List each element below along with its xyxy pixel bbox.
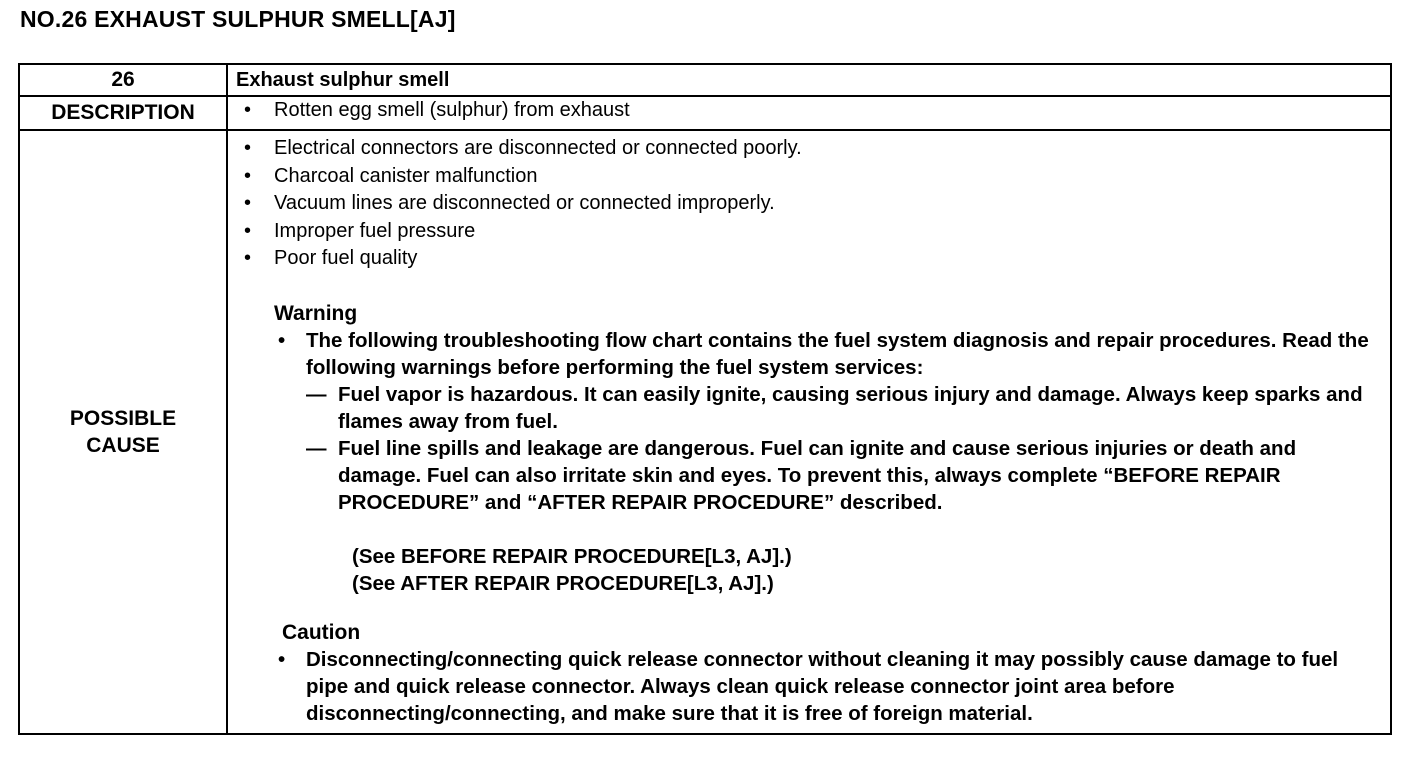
item-title: Exhaust sulphur smell — [227, 64, 1391, 96]
description-content — [227, 96, 1391, 130]
see-before-repair-link[interactable]: (See BEFORE REPAIR PROCEDURE[L3, AJ].) — [352, 544, 792, 568]
possible-cause-row — [19, 130, 1391, 734]
list-item — [228, 135, 1390, 163]
see-references — [228, 543, 1390, 597]
list-item — [228, 218, 1390, 246]
list-item — [228, 163, 1390, 191]
warning-bullet — [228, 327, 1390, 381]
dash-icon: — — [306, 382, 327, 406]
possible-cause-label-line1: POSSIBLE — [69, 406, 177, 430]
bullet-icon: • — [244, 219, 252, 242]
list-item — [228, 190, 1390, 218]
dash-icon: — — [306, 436, 327, 460]
table-header-row — [19, 64, 1391, 96]
warning-dash-text: Fuel line spills and leakage are dangerous. Fuel can ignite and cause serious injuries or death and damage. Fuel can also irritate skin and eyes. To prevent this, always complete “BEFORE REPAIR PROCEDURE” and “AFTER REPAIR PROCEDURE” described. — [338, 436, 1297, 514]
warning-dash-text: Fuel vapor is hazardous. It can easily ignite, causing serious injury and damage. Always keep sparks and flames away from fuel. — [338, 382, 1363, 433]
item-number: 26 — [19, 64, 227, 96]
troubleshooting-table — [18, 63, 1392, 735]
bullet-icon: • — [278, 647, 286, 671]
warning-dash-item — [228, 381, 1390, 435]
cause-list — [228, 135, 1390, 273]
description-label: DESCRIPTION — [19, 96, 227, 130]
bullet-icon: • — [244, 192, 252, 214]
page-title: NO.26 EXHAUST SULPHUR SMELL[AJ] — [20, 6, 456, 32]
warning-dash-item — [228, 435, 1390, 516]
bullet-icon: • — [244, 247, 252, 269]
caution-bullet-text: Disconnecting/connecting quick release connector without cleaning it may possibly cause damage to fuel pipe and quick release connector. Always clean quick release connector joint area before disconnecting/connecting, and make sure that it is free of foreign material. — [306, 647, 1339, 725]
caution-bullet — [228, 646, 1390, 727]
list-item — [228, 245, 1390, 273]
see-after-repair-link[interactable]: (See AFTER REPAIR PROCEDURE[L3, AJ].) — [352, 571, 774, 595]
possible-cause-content — [227, 130, 1391, 734]
warning-bullet-text: The following troubleshooting flow chart contains the fuel system diagnosis and repair procedures. Read the following warnings before performing the fuel system services: — [306, 328, 1369, 379]
description-row — [19, 96, 1391, 130]
list-item — [228, 97, 1390, 125]
bullet-icon: • — [244, 99, 252, 121]
list-item-text: Vacuum lines are disconnected or connected improperly. — [274, 192, 775, 214]
description-list — [228, 97, 1390, 125]
list-item-text: Poor fuel quality — [274, 247, 418, 269]
bullet-icon: • — [278, 328, 286, 352]
bullet-icon: • — [244, 137, 252, 159]
list-item-text: Charcoal canister malfunction — [274, 164, 538, 187]
warning-heading: Warning — [274, 301, 358, 325]
bullet-icon: • — [244, 164, 252, 187]
possible-cause-label-line2: CAUSE — [86, 433, 160, 457]
list-item-text: Improper fuel pressure — [274, 219, 476, 242]
possible-cause-label — [19, 130, 227, 734]
caution-heading: Caution — [282, 620, 361, 644]
list-item-text: Rotten egg smell (sulphur) from exhaust — [274, 99, 630, 121]
list-item-text: Electrical connectors are disconnected or connected poorly. — [274, 137, 802, 159]
